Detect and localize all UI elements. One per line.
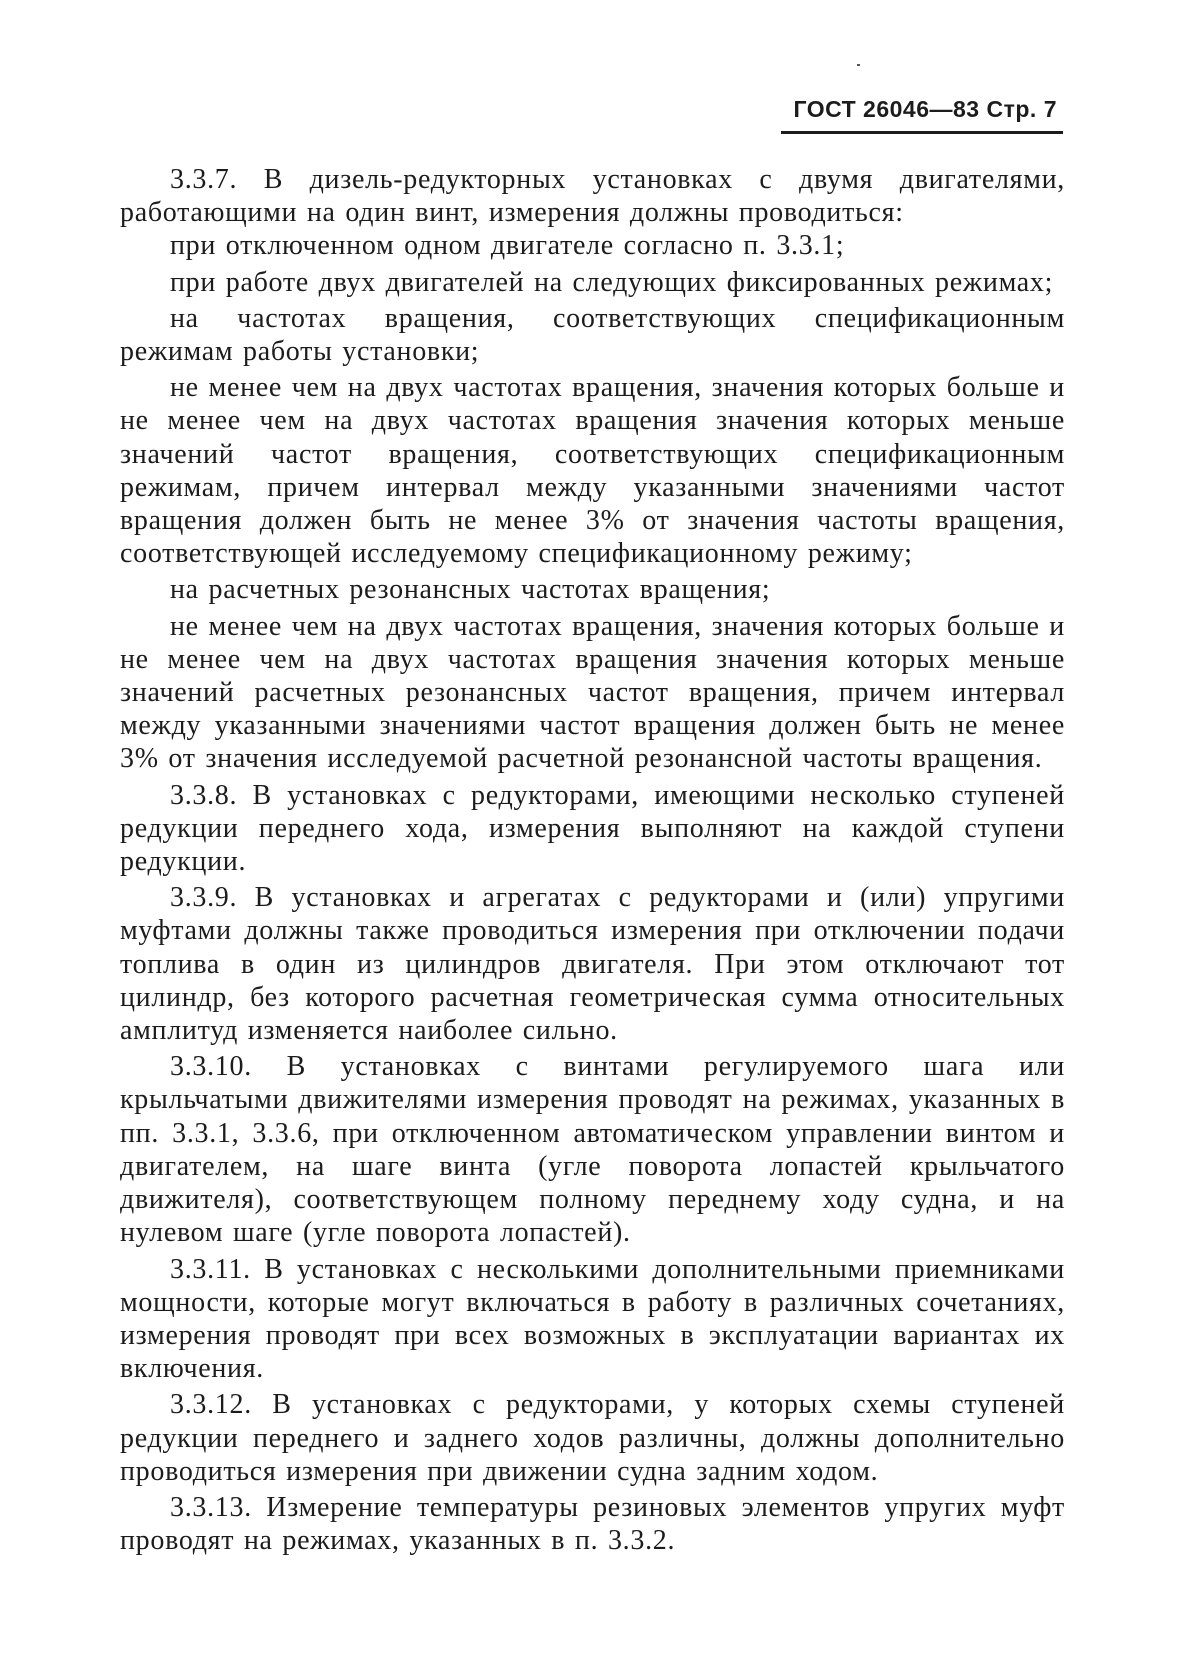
scan-speck [857,64,860,66]
document-body [120,163,1065,1557]
paragraph-3-3-8: 3.3.8. В установках с редукторами, имеющими несколько ступеней редукции переднего хода, измерения выполняют на каждой ступени редукции. [120,779,1065,878]
list-item: на расчетных резонансных частотах вращения; [170,574,771,606]
paragraph-3-3-9: 3.3.9. В установках и агрегатах с редукторами и (или) упругими муфтами должны также проводиться измерения при отключении подачи топлива в один из цилиндров двигателя. При этом отключают тот цилиндр, без которого расчетная геометрическая сумма относительных амплитуд изменяется наиболее сильно. [120,882,1065,1047]
list-item: не менее чем на двух частотах вращения, значения которых больше и не менее чем на двух частотах вращения значения которых меньше значений расчетных резонансных частот вращения, причем интервал между указанными значениями частот вращения должен быть не менее 3% от значения исследуемой расчетной резонансной частоты вращения. [120,610,1065,775]
paragraph-3-3-12: 3.3.12. В установках с редукторами, у которых схемы ступеней редукции переднего и заднего ходов различны, должны дополнительно проводиться измерения при движении судна задним ходом. [120,1389,1065,1487]
list-item: на частотах вращения, соответствующих спецификационным режимам работы установки; [120,302,1065,368]
standard-number: ГОСТ 26046—83 [793,96,980,122]
list-item: при отключенном одном двигателе согласно п. 3.3.1; [170,230,845,262]
paragraph-3-3-7: 3.3.7. В дизель-редукторных установках с двумя двигателями, работающими на один винт, измерения должны проводиться: [120,164,1065,229]
paragraph-3-3-11: 3.3.11. В установках с несколькими дополнительными приемниками мощности, которые могут включаться в работу в различных сочетаниях, измерения проводят при всех возможных в эксплуатации вариантах их включения. [120,1253,1065,1385]
list-item: при работе двух двигателей на следующих фиксированных режимах; [170,266,1054,298]
paragraph-3-3-13: 3.3.13. Измерение температуры резиновых элементов упругих муфт проводят на режимах, указанных в п. 3.3.2. [120,1491,1065,1557]
page-header [793,96,1057,123]
page-number: Стр. 7 [986,96,1057,122]
header-rule [781,131,1063,134]
paragraph-3-3-10: 3.3.10. В установках с винтами регулируемого шага или крыльчатыми движителями измерения проводят на режимах, указанных в пп. 3.3.1, 3.3.6, при отключенном автоматическом управлении винтом и двигателем, на шаге винта (угле поворота лопастей крыльчатого движителя), соответствующем полному переднему ходу судна, и на нулевом шаге (угле поворота лопастей). [120,1051,1065,1249]
list-item: не менее чем на двух частотах вращения, значения которых больше и не менее чем на двух частотах вращения значения которых меньше значений частот вращения, соответствующих спецификационным режимам, причем интервал между указанными значениями частот вращения должен быть не менее 3% от значения частоты вращения, соответствующей исследуемому спецификационному режиму; [120,372,1065,570]
